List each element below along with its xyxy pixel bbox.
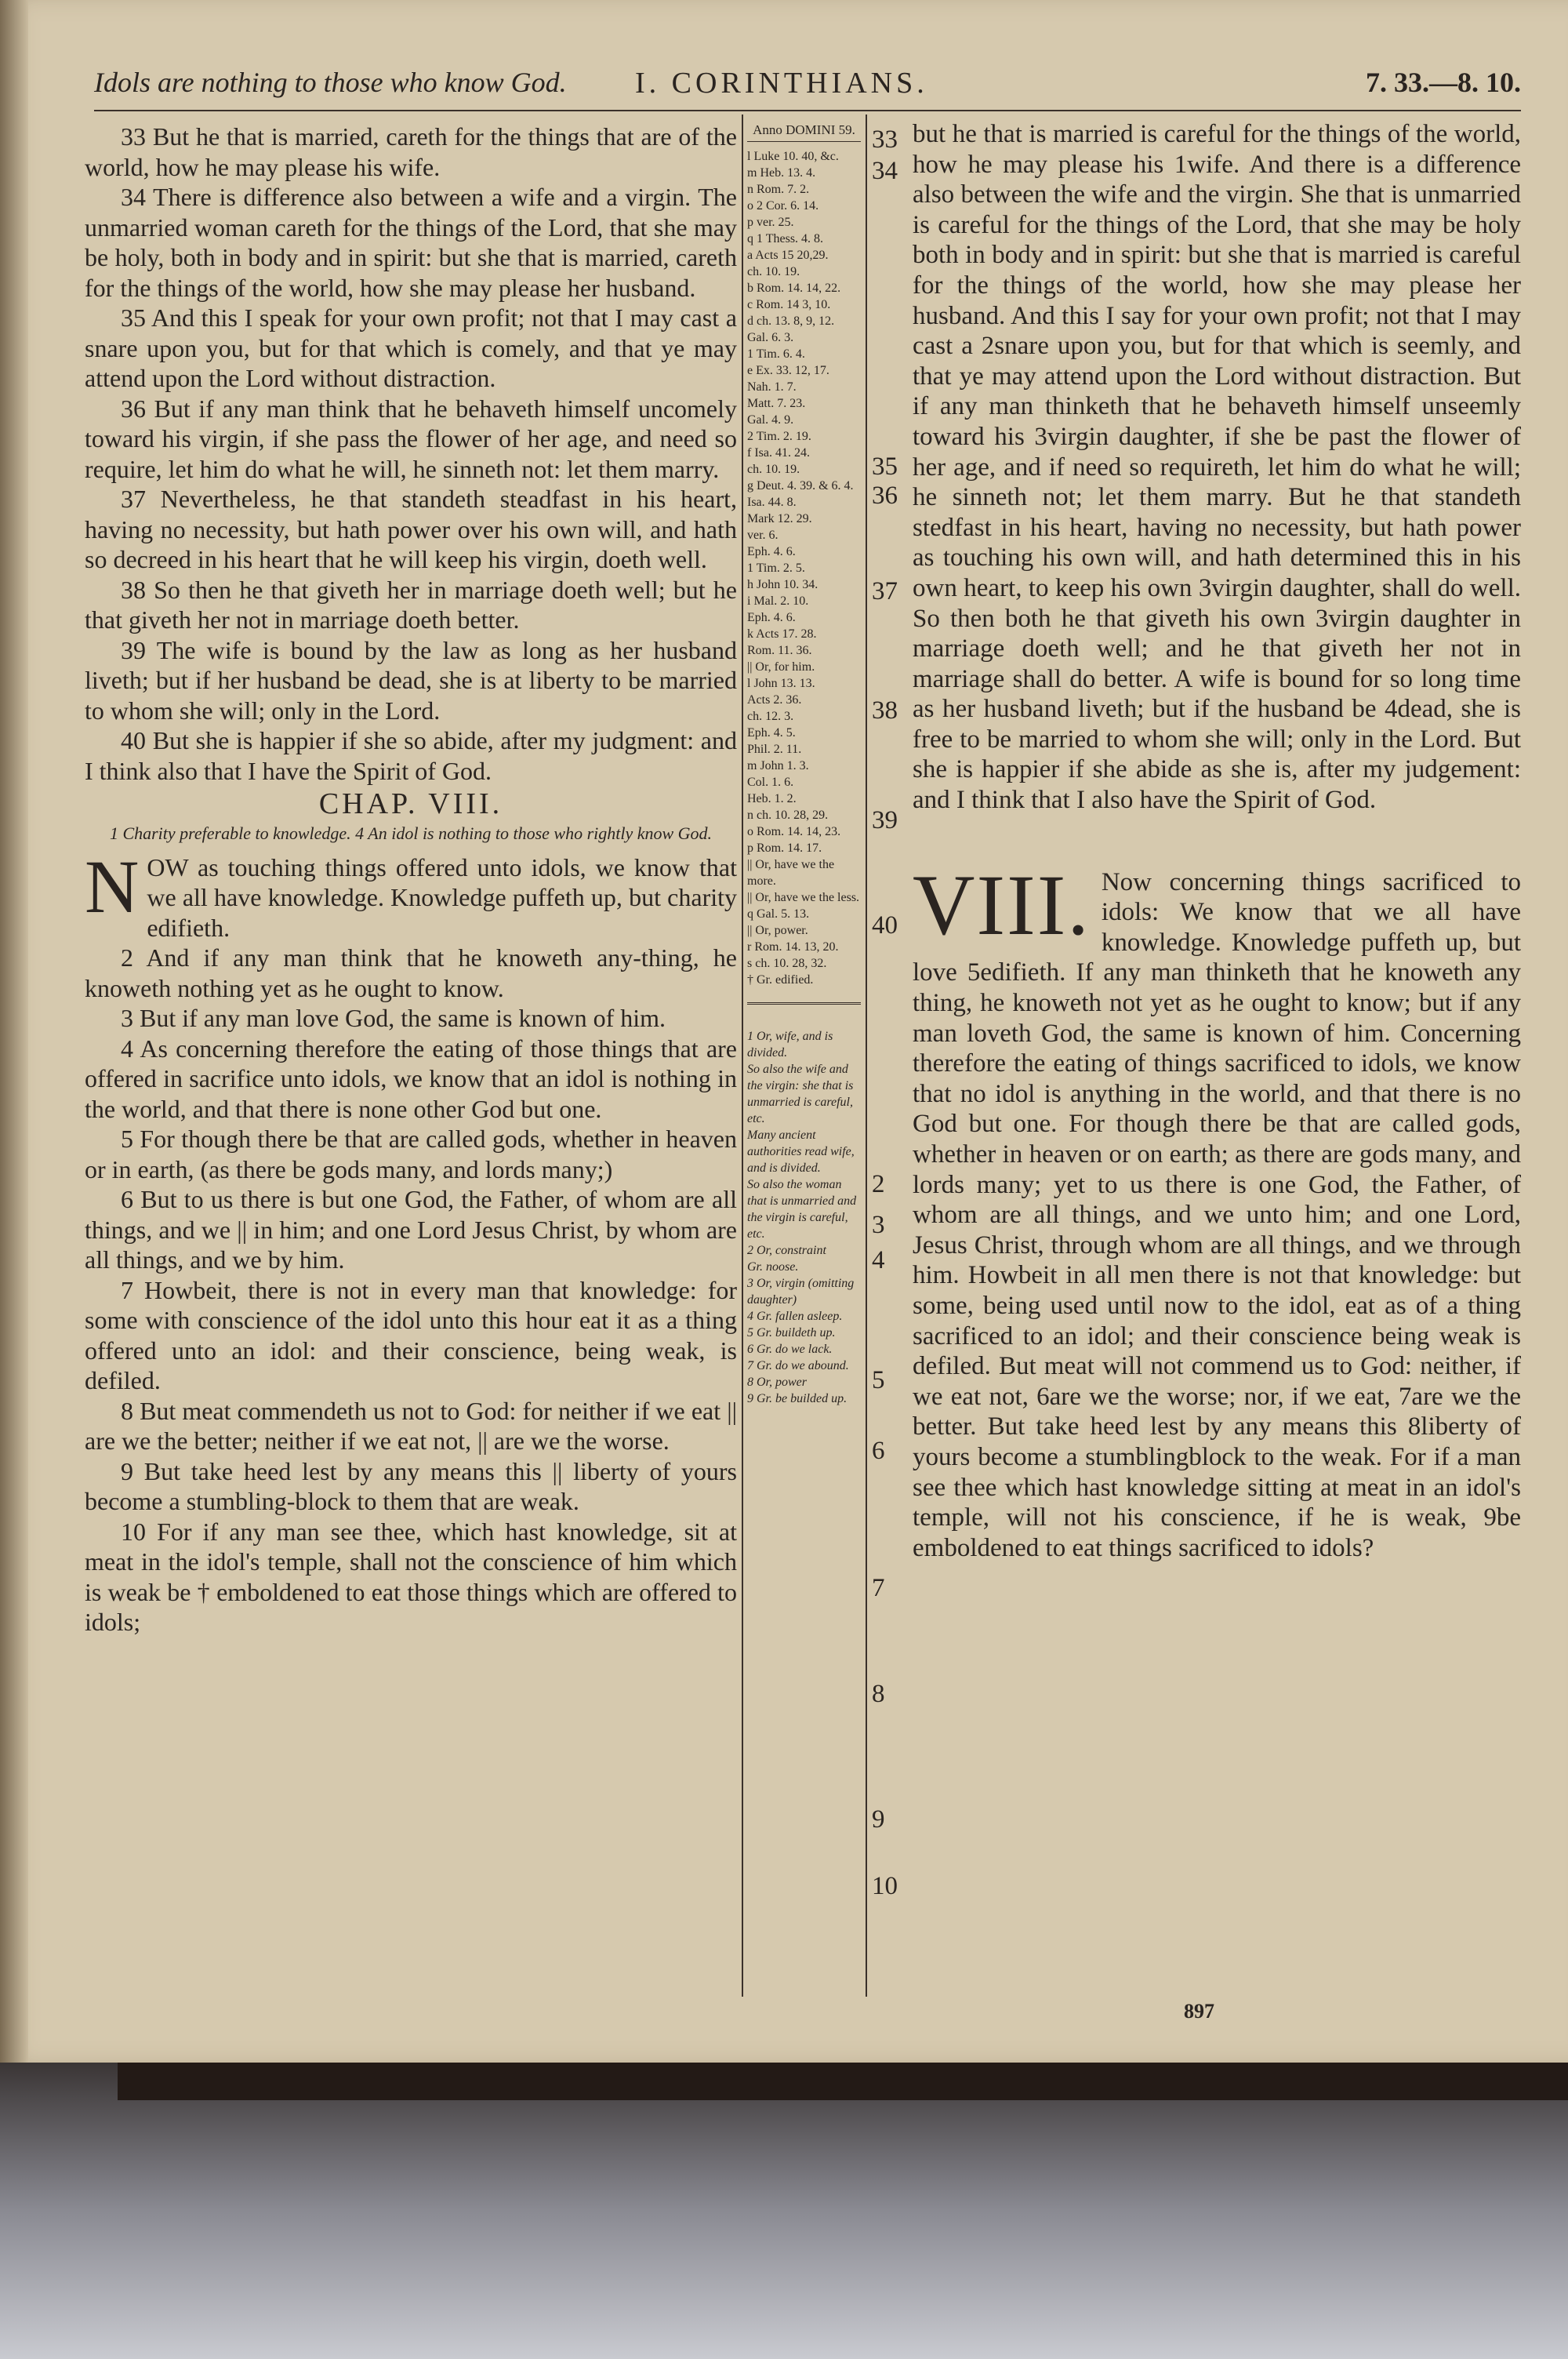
cross-reference: ver. 6. (747, 529, 779, 542)
verse: 8 But meat commendeth us not to God: for neither if we eat || are we the better; neither if we eat not, || are we the worse. (85, 1396, 737, 1455)
verse: 3 But if any man love God, the same is known of him. (121, 1004, 666, 1032)
cross-reference: o Rom. 14. 14, 23. (747, 825, 841, 838)
cross-reference: Heb. 1. 2. (747, 792, 797, 805)
cross-reference: Mark 12. 29. (747, 512, 812, 525)
reference-separator (747, 1002, 861, 1011)
marginal-note: 8 Or, power (747, 1376, 808, 1389)
drop-cap: N (85, 844, 140, 929)
verse-number: 7 (872, 1574, 885, 1602)
cross-reference: p ver. 25. (747, 216, 794, 229)
marginal-note: 4 Gr. fallen asleep. (747, 1310, 843, 1323)
column-rule-left (742, 114, 743, 1997)
cross-reference: Eph. 4. 5. (747, 726, 796, 740)
verse: 39 The wife is bound by the law as long as her husband liveth; but if her husband be dead, she is at liberty to be married to whom she will; only in the Lord. (85, 635, 737, 725)
cross-reference: l John 13. 13. (747, 677, 815, 690)
marginal-note: 5 Gr. buildeth up. (747, 1326, 836, 1339)
cross-reference: e Ex. 33. 12, 17. (747, 364, 829, 377)
left-column-av-text (85, 122, 737, 1637)
verse-number: 5 (872, 1366, 885, 1394)
verse: 10 For if any man see thee, which hast knowledge, sit at meat in the idol's temple, shall not the conscience of him which is weak be † emboldened to eat those things which are offered to idols; (85, 1517, 737, 1636)
cross-reference: ch. 12. 3. (747, 710, 794, 723)
cross-reference: Phil. 2. 11. (747, 743, 802, 756)
cross-reference: 1 Tim. 6. 4. (747, 347, 805, 361)
cross-reference: q Gal. 5. 13. (747, 907, 810, 921)
verse: 40 But she is happier if she so abide, after my judgment: and I think also that I have the Spirit of God. (85, 726, 737, 785)
chapter-heading: CHAP. VIII. (318, 787, 503, 820)
cross-reference: m Heb. 13. 4. (747, 166, 816, 180)
cross-reference: h John 10. 34. (747, 578, 818, 591)
marginal-note: Gr. noose. (747, 1260, 799, 1274)
cross-reference: Eph. 4. 6. (747, 611, 796, 624)
page-edge-shadow (0, 0, 28, 2063)
cross-reference: Acts 2. 36. (747, 693, 802, 707)
cross-reference: l Luke 10. 40, &c. (747, 150, 839, 163)
right-column-rv-text (913, 119, 1521, 1563)
verse-number: 38 (872, 696, 898, 725)
cross-reference: q 1 Thess. 4. 8. (747, 232, 824, 245)
running-header (94, 66, 1521, 107)
marginal-note: So also the wife and the virgin: she that is unmarried is careful, etc. (747, 1063, 854, 1125)
header-chapter-range: 7. 33.—8. 10. (1366, 67, 1521, 98)
cross-reference: Col. 1. 6. (747, 776, 794, 789)
verse: 38 So then he that giveth her in marriage doeth well; but he that giveth her not in marriage doeth better. (85, 575, 737, 634)
page-number: 897 (1184, 2000, 1214, 2023)
verse-1 (85, 844, 737, 943)
cross-reference: a Acts 15 20,29. (747, 249, 829, 262)
cross-reference: i Mal. 2. 10. (747, 594, 809, 608)
middle-column-references (747, 122, 861, 1407)
cross-reference: d ch. 13. 8, 9, 12. (747, 314, 835, 328)
verse-number: 39 (872, 806, 898, 834)
chapter-summary: 1 Charity preferable to knowledge. 4 An idol is nothing to those who rightly know God. (109, 823, 713, 843)
marginal-note: 6 Gr. do we lack. (747, 1343, 833, 1356)
cross-reference: o 2 Cor. 6. 14. (747, 199, 819, 213)
marginal-notes-list (747, 1028, 861, 1407)
verse: 36 But if any man think that he behaveth himself uncomely toward his virgin, if she pass the flower of her age, and need so require, let him do what he will, he sinneth not: let them marry. (85, 394, 737, 483)
cross-reference: || Or, have we the more. (747, 858, 835, 888)
verse: 9 But take heed lest by any means this || liberty of yours become a stumbling-block to them that are weak. (85, 1456, 737, 1515)
cross-reference-list (747, 148, 861, 988)
cross-reference: Rom. 11. 36. (747, 644, 812, 657)
cross-reference: n ch. 10. 28, 29. (747, 809, 829, 822)
marginal-note: 7 Gr. do we abound. (747, 1359, 849, 1372)
verse: 35 And this I speak for your own profit; not that I may cast a snare upon you, but for that which is comely, and that ye may attend upon the Lord without distraction. (85, 304, 737, 392)
cross-reference: Gal. 4. 9. (747, 413, 794, 427)
verse: 7 Howbeit, there is not in every man that knowledge: for some with conscience of the idol unto this hour eat it as a thing offered unto an idol: and their conscience, being weak, is defiled. (85, 1275, 737, 1394)
chapter-roman-numeral: VIII. (913, 856, 1091, 953)
verse-number: 4 (872, 1246, 885, 1274)
cross-reference: Eph. 4. 6. (747, 545, 796, 558)
verse: 4 As concerning therefore the eating of those things that are offered in sacrifice unto idols, we know that an idol is nothing in the world, and that there is none other God but one. (85, 1034, 737, 1123)
header-topic: Idols are nothing to those who know God. (94, 67, 567, 98)
marginal-note: 9 Gr. be builded up. (747, 1392, 848, 1405)
cross-reference: b Rom. 14. 14, 22. (747, 282, 841, 295)
marginal-note: 2 Or, constraint (747, 1244, 826, 1257)
verse-number: 3 (872, 1211, 885, 1239)
cross-reference: || Or, power. (747, 924, 808, 937)
verse-number: 33 (872, 125, 898, 154)
verse-number: 9 (872, 1805, 885, 1834)
cross-reference: || Or, for him. (747, 660, 815, 674)
verse: 5 For though there be that are called gods, whether in heaven or in earth, (as there be gods many, and lords many;) (85, 1125, 737, 1183)
cross-reference: Nah. 1. 7. (747, 380, 797, 394)
cross-reference: 1 Tim. 2. 5. (747, 562, 805, 575)
verse-number: 35 (872, 453, 898, 481)
marginal-note: 1 Or, wife, and is divided. (747, 1030, 833, 1060)
cross-reference: ch. 10. 19. (747, 265, 800, 278)
header-book-title: I. CORINTHIANS. (635, 67, 928, 100)
rv-chapter-8-text: Now concerning things sacrificed to idols: We know that we all have knowledge. Knowledge puffeth up, but love 5edifieth. If any man thinketh that he knoweth any thing, he knoweth not yet as he ought to know; but if any man loveth God, the same is known of him. Concerning therefore the eating of things sacrificed to idols, we know that no idol is anything in the world, and that there is no God but one. For though there be that are called gods, whether in heaven or on earth; as there are gods many, and lords many; yet to us there is one God, the Father, of whom are all things, and we unto him; and one Lord, Jesus Christ, through whom are all things, and we through him. Howbeit in all men there is not that knowledge: but some, being used until now to the idol, eat as of a thing sacrificed to an idol; and their conscience being weak is defiled. But meat will not commend us to God: neither, if we eat not, 6are we the worse; nor, if we eat, 7are we the better. But take heed lest by any means this 8liberty of yours become a stumblingblock to the weak. For if a man see thee which hast knowledge sitting at meat in an idol's temple, will not his conscience, if he is weak, 9be emboldened to eat things sacrificed to idols? (913, 867, 1521, 1562)
cross-reference: c Rom. 14 3, 10. (747, 298, 831, 311)
header-rule (94, 110, 1521, 111)
marginal-note: 3 Or, virgin (omitting daughter) (747, 1277, 855, 1307)
cross-reference: r Rom. 14. 13, 20. (747, 940, 839, 954)
cross-reference: p Rom. 14. 17. (747, 841, 822, 855)
verse-number: 8 (872, 1680, 885, 1708)
cross-reference: f Isa. 41. 24. (747, 446, 810, 460)
rv-chapter-7-text: but he that is married is careful for the things of the world, how he may please his 1wife. And there is a difference also between the wife and the virgin. She that is unmarried is careful for the things of the Lord, that she may be holy both in body and in spirit: but she that is married is careful for the things of the world, how she may please her husband. And this I say for your own profit; not that I may cast a 2snare upon you, but for that which is seemly, and that ye may attend upon the Lord without distraction. But if any man thinketh that he behaveth himself unseemly toward his 3virgin daughter, if she be past the flower of her age, and if need so requireth, let him do what he will; he sinneth not; let them marry. But he that standeth stedfast in his heart, having no necessity, but hath power as touching his own will, and hath determined this in his own heart, to keep his own 3virgin daughter, shall do well. So then both he that giveth his own 3virgin daughter in marriage doeth well; and he that giveth her not in marriage shall do better. A wife is bound for so long time as her husband liveth; but if the husband be 4dead, she is free to be married to whom she will; only in the Lord. But she is happier if she abide as she is, after my judgement: and I think that I also have the Spirit of God. (913, 120, 1521, 815)
anno-domini: Anno DOMINI 59. (747, 122, 861, 142)
cross-reference: 2 Tim. 2. 19. (747, 430, 811, 443)
verse-number: 34 (872, 157, 898, 185)
verse: 2 And if any man think that he knoweth any-thing, he knoweth nothing yet as he ought to know. (85, 943, 737, 1002)
verse-number: 36 (872, 482, 898, 510)
cross-reference: k Acts 17. 28. (747, 627, 817, 641)
verse: 34 There is difference also between a wife and a virgin. The unmarried woman careth for the things of the Lord, that she may be holy, both in body and in spirit: but she that is married, careth for the things of the world, how she may please her husband. (85, 183, 737, 302)
cross-reference: s ch. 10. 28, 32. (747, 957, 827, 970)
verse: 6 But to us there is but one God, the Father, of whom are all things, and we || in him; and one Lord Jesus Christ, by whom are all things, and we by him. (85, 1185, 737, 1274)
column-rule-right (866, 114, 867, 1997)
verse: 37 Nevertheless, he that standeth steadfast in his heart, having no necessity, but hath power over his own will, and hath so decreed in his heart that he will keep his virgin, doeth well. (85, 485, 737, 573)
cross-reference: g Deut. 4. 39. & 6. 4. (747, 479, 854, 493)
cross-reference: Isa. 44. 8. (747, 496, 797, 509)
cross-reference: n Rom. 7. 2. (747, 183, 810, 196)
cross-reference: m John 1. 3. (747, 759, 809, 772)
verse-number: 40 (872, 911, 898, 940)
cross-reference: || Or, have we the less. (747, 891, 860, 904)
background-below-book (0, 2063, 1568, 2359)
cross-reference: Matt. 7. 23. (747, 397, 806, 410)
cross-reference: Gal. 6. 3. (747, 331, 794, 344)
cross-reference: † Gr. edified. (747, 973, 814, 987)
marginal-note: So also the woman that is unmarried and the virgin is careful, etc. (747, 1178, 857, 1241)
marginal-note: Many ancient authorities read wife, and is divided. (747, 1129, 855, 1175)
cross-reference: ch. 10. 19. (747, 463, 800, 476)
verse-number: 6 (872, 1437, 885, 1465)
verse-number: 37 (872, 577, 898, 605)
verse-number: 10 (872, 1872, 898, 1900)
verse-number: 2 (872, 1170, 885, 1198)
rv-chapter-8-paragraph (913, 856, 1521, 1564)
verse-1-text: OW as touching things offered unto idols, we know that we all have knowledge. Knowledge puffeth up, but charity edifieth. (147, 852, 737, 942)
book-cover-edge (118, 2063, 1568, 2100)
verse: 33 But he that is married, careth for the things that are of the world, how he may please his wife. (85, 122, 737, 181)
